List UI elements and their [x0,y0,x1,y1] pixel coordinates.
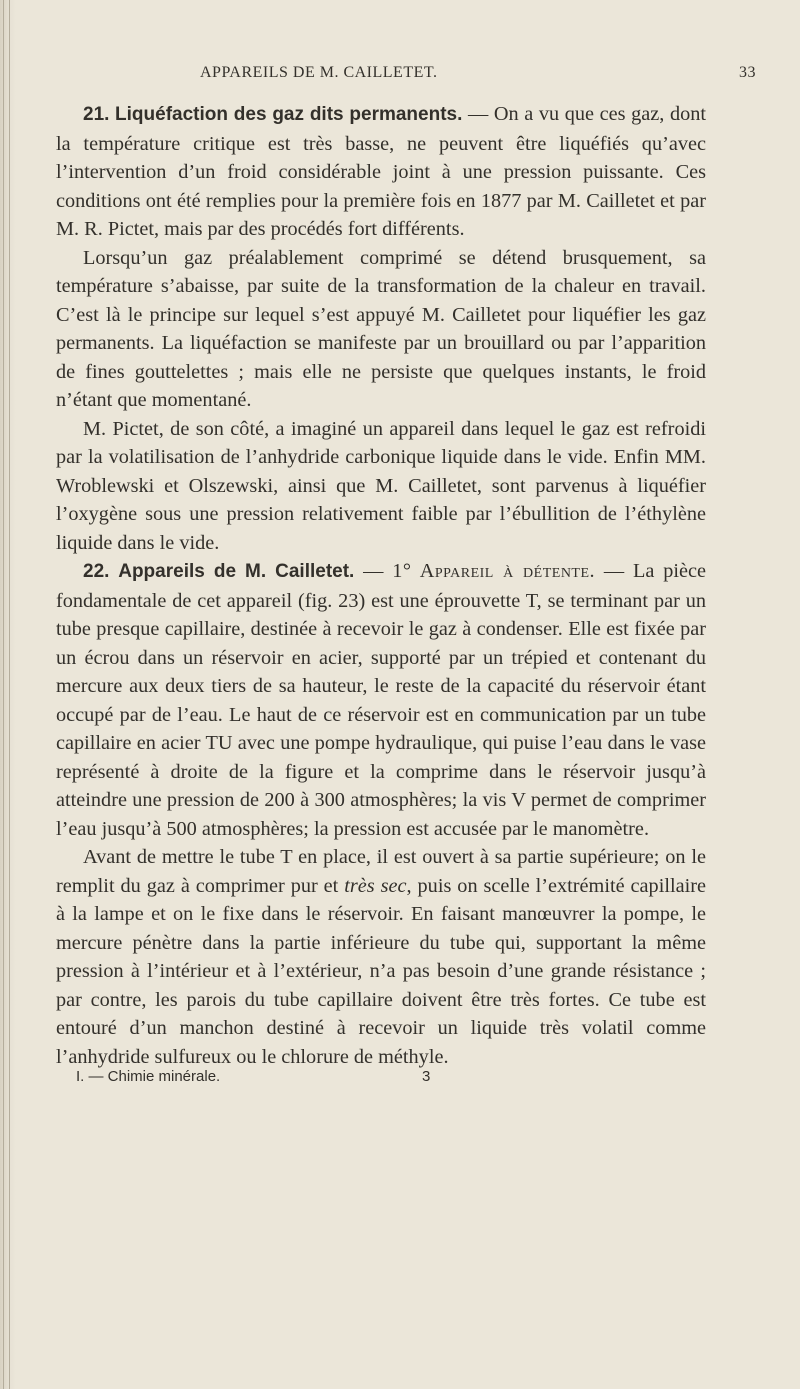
body-text [56,100,706,1071]
subheading: 1° Appareil à détente. [392,560,596,582]
paragraph-text: — On a vu que ces gaz, dont la température critique est très basse, ne peuvent être liquéfiés qu’avec l’intervention d’un froid considérable joint à une pression puissante. Ces conditions ont été remplies pour la première fois en 1877 par M. Cailletet et par M. R. Pictet, mais par des procédés fort différents. [56,103,706,240]
italic-text: très sec [344,874,407,897]
paragraph: M. Pictet, de son côté, a imaginé un appareil dans lequel le gaz est refroidi par la volatilisation de l’anhydride carbonique liquide dans le vide. Enfin MM. Wroblewski et Olszewski, ainsi que M. Cailletet, sont parvenus à liquéfier l’oxygène sous une pression relativement faible par l’ébullition de l’éthylène liquide dans le vide. [56,417,706,554]
paragraph-text: , puis on scelle l’extrémité capillaire à la lampe et on le fixe dans le réservoir. En faisant manœuvrer la pompe, le mercure pénètre dans la partie inférieure du tube qui, supportant la même pression à l’intérieur et à l’extérieur, n’a pas besoin d’une grande résistance ; par contre, les parois du tube capillaire doivent être très fortes. Ce tube est entouré d’un manchon destiné à recevoir un liquide très volatil comme l’anhydride sulfureux ou le chlorure de méthyle. [56,874,706,1068]
binding-line [3,0,4,1389]
paragraph-text: Avant de mettre le tube T en place, il est ouvert à sa partie supérieure; on le remplit du gaz à comprimer pur et [56,846,706,897]
running-title: APPAREILS DE M. CAILLETET. [200,64,438,81]
paragraph: Lorsqu’un gaz préalablement comprimé se détend brusquement, sa température s’abaisse, par suite de la transformation de la chaleur en travail. C’est là le principe sur lequel s’est appuyé M. Cailletet pour liquéfier les gaz permanents. La liquéfaction se manifeste par un brouillard ou par l’apparition de fines gouttelettes ; mais elle ne persiste que quelques instants, le froid n’étant que momentané. [56,246,706,411]
section-number: 21. [83,104,110,125]
running-head [56,64,756,88]
paragraph [56,843,706,1071]
page-gutter [0,0,16,1389]
paragraph [56,557,706,843]
binding-line [9,0,10,1389]
book-page [56,64,756,1092]
signature-number: 3 [422,1068,431,1085]
dash: — [354,560,393,582]
page-footer [56,1068,706,1092]
paragraph [56,100,706,244]
section-title: Appareils de M. Cailletet. [118,561,355,582]
signature-mark: I. — Chimie minérale. [76,1068,221,1085]
section-number: 22. [83,561,110,582]
page-number: 33 [739,64,756,81]
section-title: Liquéfaction des gaz dits permanents. [115,104,463,125]
paragraph-text: — La pièce fondamentale de cet appareil (fig. 23) est une éprouvette T, se terminant par un tube presque capillaire, destinée à recevoir le gaz à condenser. Elle est fixée par un écrou dans un réservoir en acier, supporté par un trépied et contenant du mercure aux deux tiers de sa hauteur, le reste de la capacité du réservoir étant occupé par de l’eau. Le haut de ce réservoir est en communication par un tube capillaire en acier TU avec une pompe hydraulique, qui puise l’eau dans le vase représenté à droite de la figure et la comprime dans le réservoir jusqu’à atteindre une pression de 200 à 300 atmosphères; la vis V permet de comprimer l’eau jusqu’à 500 atmosphères; la pression est accusée par le manomètre. [56,560,706,840]
